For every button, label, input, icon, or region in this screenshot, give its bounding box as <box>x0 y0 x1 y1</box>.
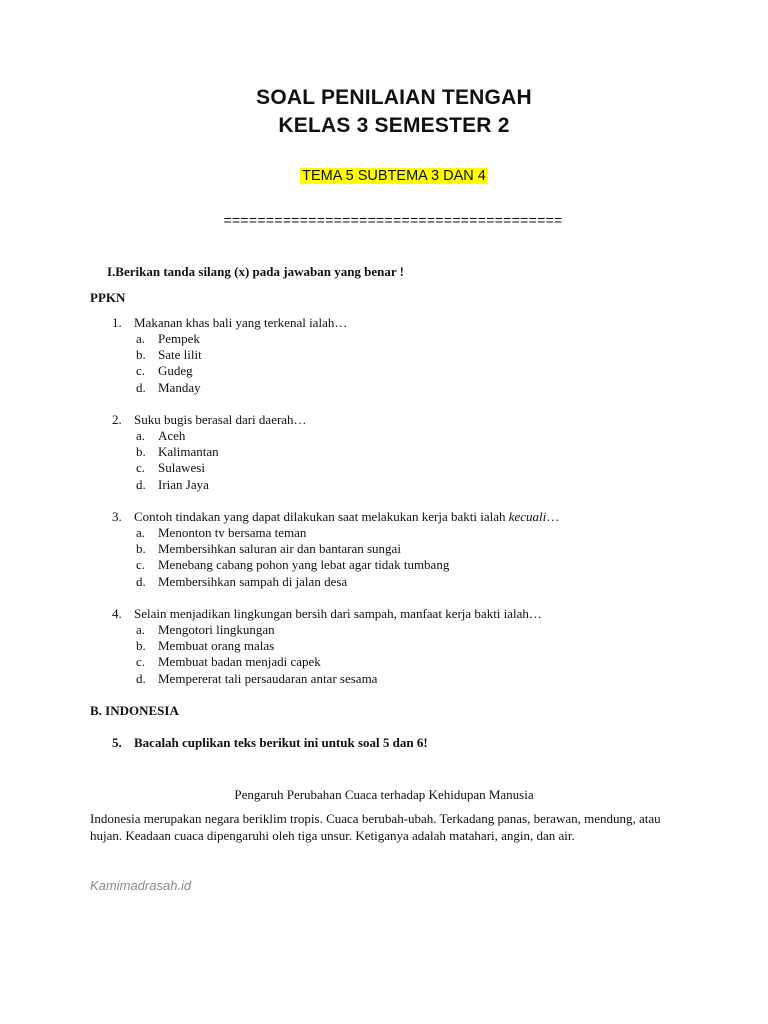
question-1 <box>112 315 347 331</box>
question-3-options <box>136 525 449 590</box>
question-text-end: … <box>546 509 560 524</box>
option-letter: c. <box>136 654 146 670</box>
option-a <box>136 428 219 444</box>
question-text: Bacalah cuplikan teks berikut ini untuk soal 5 dan 6! <box>134 735 428 750</box>
option-letter: c. <box>136 363 146 379</box>
option-letter: d. <box>136 670 146 686</box>
option-letter: d. <box>136 573 146 589</box>
option-a <box>136 622 377 638</box>
option-letter: b. <box>136 541 146 557</box>
option-text: Manday <box>158 379 201 395</box>
option-text: Membuat badan menjadi capek <box>158 654 321 670</box>
question-2 <box>112 412 307 428</box>
question-number: 5. <box>112 735 122 750</box>
option-text: Membersihkan sampah di jalan desa <box>158 573 348 589</box>
option-b <box>136 347 202 363</box>
option-d <box>136 574 449 590</box>
option-text: Mengotori lingkungan <box>158 622 275 637</box>
option-d <box>136 671 377 687</box>
page-title-line1: SOAL PENILAIAN TENGAH <box>256 86 532 109</box>
question-number: 4. <box>112 606 122 621</box>
option-text: Kalimantan <box>158 444 219 460</box>
option-c <box>136 460 219 476</box>
option-text: Menebang cabang pohon yang lebat agar tidak tumbang <box>158 557 450 573</box>
option-letter: a. <box>136 525 146 540</box>
option-text: Irian Jaya <box>158 476 209 492</box>
question-4-options <box>136 622 377 687</box>
option-text: Membuat orang malas <box>158 638 275 654</box>
section-ppkn: PPKN <box>90 290 126 305</box>
passage-body: Indonesia merupakan negara beriklim tropis. Cuaca berubah-ubah. Terkadang panas, berawan, mendung, atau hujan. Keadaan cuaca dipengaruhi oleh tiga unsur. Ketiganya adalah matahari, angin, dan air. <box>90 811 661 843</box>
option-a <box>136 525 449 541</box>
option-a <box>136 331 202 347</box>
question-number: 2. <box>112 412 122 427</box>
tema-highlight: TEMA 5 SUBTEMA 3 DAN 4 <box>302 168 486 184</box>
option-text: Membersihkan saluran air dan bantaran sungai <box>158 541 401 557</box>
question-3 <box>112 509 559 525</box>
option-letter: a. <box>136 428 146 443</box>
option-b <box>136 638 377 654</box>
option-text: Menonton tv bersama teman <box>158 525 307 540</box>
option-b <box>136 541 449 557</box>
section-indonesia: B. INDONESIA <box>90 703 179 718</box>
option-c <box>136 363 202 379</box>
option-c <box>136 654 377 670</box>
option-text: Sate lilit <box>158 347 202 363</box>
passage-title: Pengaruh Perubahan Cuaca terhadap Kehidupan Manusia <box>234 787 534 802</box>
option-d <box>136 477 219 493</box>
page-title-line2: KELAS 3 SEMESTER 2 <box>278 114 510 137</box>
question-2-options <box>136 428 219 493</box>
instruction-text: I.Berikan tanda silang (x) pada jawaban yang benar ! <box>107 264 405 279</box>
option-text: Gudeg <box>158 363 193 379</box>
question-text: Suku bugis berasal dari daerah… <box>134 412 307 427</box>
watermark: Kamimadrasah.id <box>90 878 192 893</box>
question-number: 3. <box>112 509 122 524</box>
option-text: Pempek <box>158 331 200 346</box>
question-text-italic: kecuali <box>508 509 547 524</box>
option-text: Mempererat tali persaudaran antar sesama <box>158 670 378 686</box>
option-letter: a. <box>136 622 146 637</box>
question-text: Makanan khas bali yang terkenal ialah… <box>134 315 348 330</box>
question-4 <box>112 606 542 622</box>
option-letter: d. <box>136 476 146 492</box>
option-text: Aceh <box>158 428 186 443</box>
option-letter: d. <box>136 379 146 395</box>
option-d <box>136 380 202 396</box>
option-letter: c. <box>136 557 146 573</box>
question-1-options <box>136 331 202 396</box>
option-c <box>136 557 449 573</box>
question-5 <box>112 735 428 751</box>
question-text: Contoh tindakan yang dapat dilakukan saat melakukan kerja bakti ialah <box>134 509 506 524</box>
question-number: 1. <box>112 315 122 330</box>
option-letter: b. <box>136 444 146 460</box>
option-text: Sulawesi <box>158 460 205 476</box>
option-b <box>136 444 219 460</box>
separator-line: ======================================== <box>223 212 563 228</box>
option-letter: b. <box>136 347 146 363</box>
option-letter: c. <box>136 460 146 476</box>
question-text: Selain menjadikan lingkungan bersih dari sampah, manfaat kerja bakti ialah… <box>134 606 542 621</box>
option-letter: b. <box>136 638 146 654</box>
tema-container <box>0 167 768 185</box>
option-letter: a. <box>136 331 146 346</box>
